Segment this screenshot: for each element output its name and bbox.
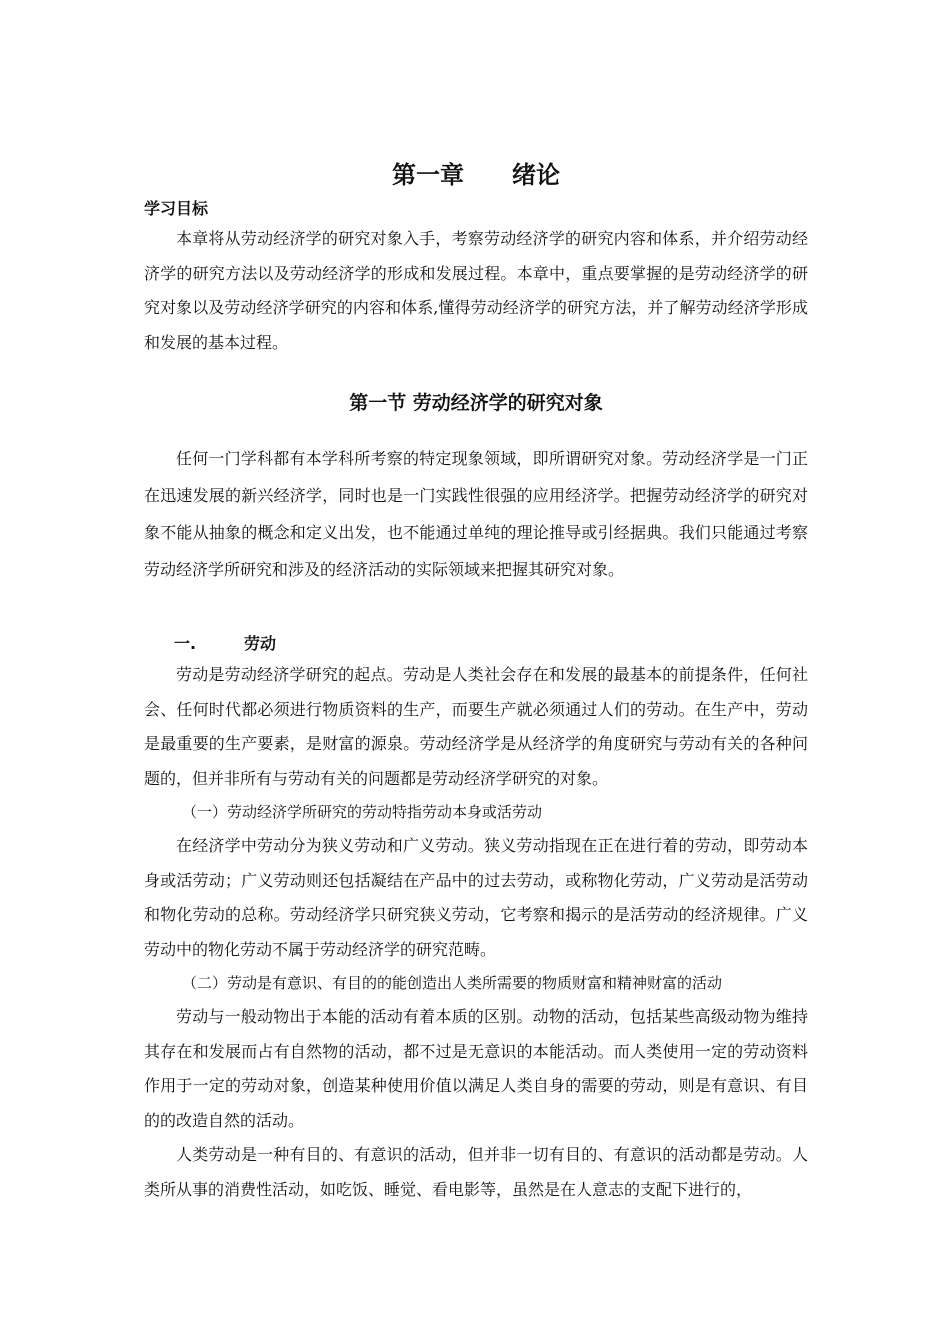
page-content (144, 158, 808, 1207)
objectives-label: 学习目标 (144, 199, 209, 218)
chapter-title: 第一章 绪论 (392, 161, 560, 189)
list-item-2: （二）劳动是有意识、有目的的能创造出人类所需要的物质财富和精神财富的活动 (182, 974, 723, 992)
section-title: 第一节 劳动经济学的研究对象 (349, 392, 603, 414)
subsection-heading (174, 630, 808, 658)
objectives-paragraph: 本章将从劳动经济学的研究对象入手，考察劳动经济学的研究内容和体系，并介绍劳动经济学的研究方法以及劳动经济学的形成和发展过程。本章中，重点要掌握的是劳动经济学的研究对象以及劳动经济学研究的内容和体系,懂得劳动经济学的研究方法，并了解劳动经济学形成和发展的基本过程。 (144, 229, 808, 352)
labor-paragraph-2: 在经济学中劳动分为狭义劳动和广义劳动。狭义劳动指现在正在进行着的劳动，即劳动本身或活劳动；广义劳动则还包括凝结在产品中的过去劳动，或称物化劳动，广义劳动是活劳动和物化劳动的总称。劳动经济学只研究狭义劳动，它考察和揭示的是活劳动的经济规律。广义劳动中的物化劳动不属于劳动经济学的研究范畴。 (144, 836, 808, 959)
subsection-number: 一. (174, 634, 197, 653)
labor-paragraph-3: 劳动与一般动物出于本能的活动有着本质的区别。动物的活动，包括某些高级动物为维持其存在和发展而占有自然物的活动，都不过是无意识的本能活动。而人类使用一定的劳动资料作用于一定的劳动对象，创造某种使用价值以满足人类自身的需要的劳动，则是有意识、有目的的改造自然的活动。 (144, 1007, 808, 1130)
labor-paragraph-1: 劳动是劳动经济学研究的起点。劳动是人类社会存在和发展的最基本的前提条件，任何社会、任何时代都必须进行物质资料的生产，而要生产就必须通过人们的劳动。在生产中，劳动是最重要的生产要素，是财富的源泉。劳动经济学是从经济学的角度研究与劳动有关的各种问题的，但并非所有与劳动有关的问题都是劳动经济学研究的对象。 (144, 665, 808, 788)
labor-paragraph-4: 人类劳动是一种有目的、有意识的活动，但并非一切有目的、有意识的活动都是劳动。人类所从事的消费性活动，如吃饭、睡觉、看电影等，虽然是在人意志的支配下进行的， (144, 1145, 808, 1199)
subsection-title: 劳动 (244, 634, 277, 653)
list-item-1: （一）劳动经济学所研究的劳动特指劳动本身或活劳动 (182, 803, 543, 821)
section-intro-paragraph: 任何一门学科都有本学科所考察的特定现象领域，即所谓研究对象。劳动经济学是一门正在迅速发展的新兴经济学，同时也是一门实践性很强的应用经济学。把握劳动经济学的研究对象不能从抽象的概念和定义出发，也不能通过单纯的理论推导或引经据典。我们只能通过考察劳动经济学所研究和涉及的经济活动的实际领域来把握其研究对象。 (144, 449, 808, 579)
